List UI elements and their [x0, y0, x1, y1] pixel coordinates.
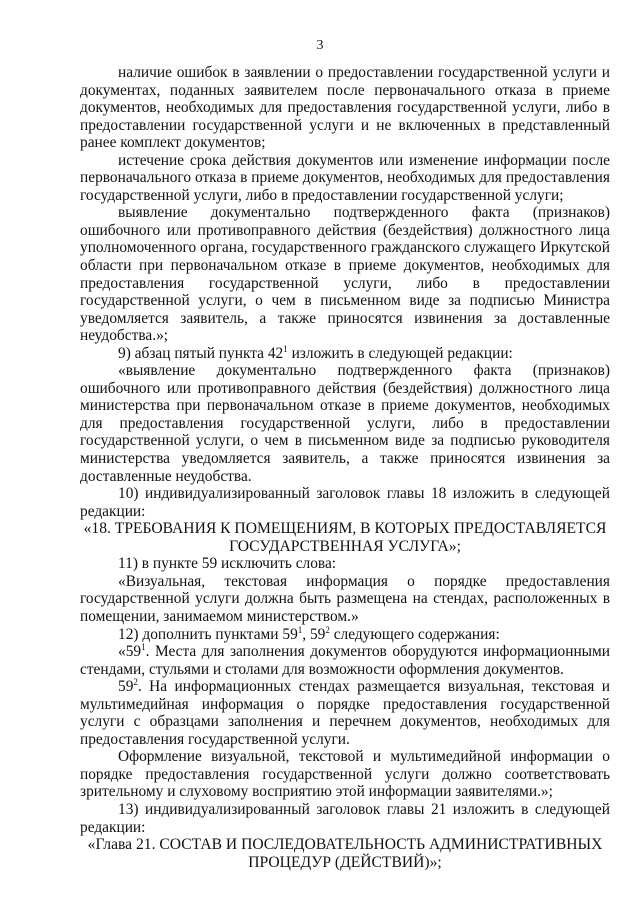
item-9-text: 9) абзац пятый пункта 42 — [118, 344, 284, 362]
paragraph-item-11: 11) в пункте 59 исключить слова: — [118, 555, 337, 573]
paragraph-excluded-words: «Визуальная, текстовая информация о порядке предоставления государственной услуги должна быть размещена на стендах, расположенных в помещении, занимаемом министерством.» — [80, 572, 610, 625]
page-number: 3 — [316, 38, 324, 53]
point-59-1-number: «59 — [118, 643, 142, 661]
paragraph-detection: выявление документально подтвержденного факта (признаков) ошибочного или противоправного действия (бездействия) должностного лица уполномоченного органа, государственного гражданского служащего Иркутской области при первоначальном отказе в приеме документов, необходимых для предоставления государственной услуги, либо в предоставлении государственной услуги, о чем в письменном виде за подписью Министра уведомляется заявитель, а также приносятся извинения за доставленные неудобства.»; — [80, 204, 610, 345]
paragraph-errors: наличие ошибок в заявлении о предоставлении государственной услуги и документах, поданных заявителем после первоначального отказа в приеме документов, необходимых для предоставления государственной услуги, либо в предоставлении государственной услуги и не включенных в представленный ранее комплект документов; — [80, 64, 610, 152]
item-12-sup-2: 2 — [325, 624, 330, 635]
document-body — [80, 64, 610, 871]
point-59-1-sup: 1 — [141, 641, 146, 652]
paragraph-design: Оформление визуальной, текстовой и мультимедийной информации о порядке предоставления государственной услуги должно соответствовать зрительному и слуховому восприятию этой информации заявителями.»; — [80, 748, 610, 801]
item-12-text-mid: , 59 — [302, 625, 326, 643]
paragraph-59-1 — [80, 643, 610, 678]
paragraph-59-2 — [80, 678, 610, 748]
point-59-1-text: . Места для заполнения документов оборудуются информационными стендами, стульями и столами для возможности оформления документов. — [80, 643, 610, 678]
item-12-text: 12) дополнить пунктами 59 — [118, 625, 298, 643]
paragraph-new-wording: «выявление документально подтвержденного факта (признаков) ошибочного или противоправного действия (бездействия) должностного лица министерства при первоначальном отказе в приеме документов, необходимых для предоставления государственной услуги, либо в предоставлении государственной услуги, о чем в письменном виде за подписью руководителя министерства уведомляется заявитель, а также приносятся извинения за доставленные неудобства. — [80, 362, 610, 485]
paragraph-item-10: 10) индивидуализированный заголовок главы 18 изложить в следующей редакции: — [80, 485, 610, 520]
point-59-2-sup: 2 — [133, 677, 138, 688]
point-59-2-text: . На информационных стендах размещается визуальная, текстовая и мультимедийная информация о порядке предоставления государственной услуги с образцами заполнения и перечнем документов, необходимых для предоставления государственной услуги. — [80, 678, 610, 748]
point-59-2-number: 59 — [118, 678, 134, 696]
item-12-sup-1: 1 — [297, 624, 303, 635]
heading-chapter-21: «Глава 21. СОСТАВ И ПОСЛЕДОВАТЕЛЬНОСТЬ АДМИНИСТРАТИВНЫХ ПРОЦЕДУР (ДЕЙСТВИЙ)»; — [87, 836, 603, 871]
paragraph-item-9 — [80, 345, 610, 363]
item-9-superscript: 1 — [283, 343, 288, 354]
heading-chapter-18: «18. ТРЕБОВАНИЯ К ПОМЕЩЕНИЯМ, В КОТОРЫХ ПРЕДОСТАВЛЯЕТСЯ ГОСУДАРСТВЕННАЯ УСЛУГА»; — [83, 520, 607, 555]
paragraph-item-12 — [80, 626, 610, 644]
paragraph-item-13: 13) индивидуализированный заголовок главы 21 изложить в следующей редакции: — [80, 800, 610, 836]
item-9-text-end: изложить в следующей редакции: — [287, 344, 513, 362]
item-12-text-end: следующего содержания: — [329, 625, 500, 643]
paragraph-expiry: истечение срока действия документов или изменение информации после первоначального отказа в приеме документов, необходимых для предоставления государственной услуги, либо в предоставлении государственной услуги; — [80, 151, 610, 204]
